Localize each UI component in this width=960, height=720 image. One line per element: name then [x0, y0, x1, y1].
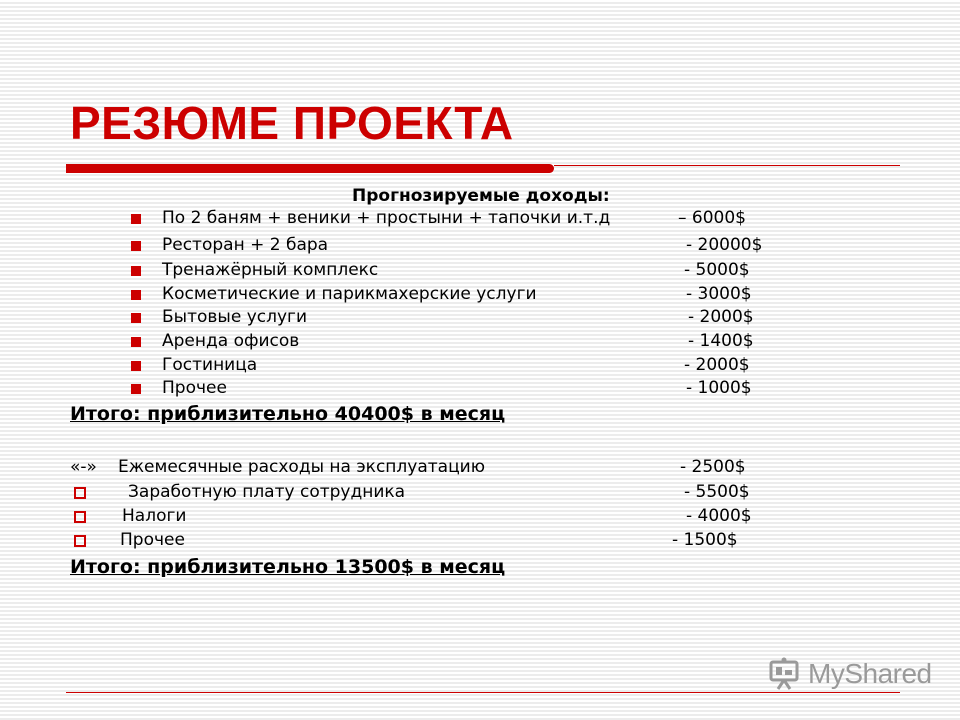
expense-marker: «-»: [70, 457, 97, 477]
expense-item-label: Налоги: [122, 506, 187, 526]
expense-item-amount: - 4000$: [686, 506, 752, 526]
presentation-board-icon: [768, 657, 802, 691]
bullet-square-icon: [131, 337, 141, 347]
income-item-label: Бытовые услуги: [162, 307, 308, 327]
income-item-amount: - 1000$: [686, 378, 752, 398]
slide-title: РЕЗЮМЕ ПРОЕКТА: [70, 97, 514, 149]
bullet-hollow-square-icon: [74, 487, 86, 499]
expense-item-amount: - 2500$: [680, 457, 746, 477]
expense-item-amount: - 1500$: [672, 530, 738, 550]
bullet-hollow-square-icon: [74, 535, 86, 547]
income-item-amount: - 20000$: [686, 235, 763, 255]
expense-item-label: Прочее: [120, 530, 185, 550]
bullet-square-icon: [131, 384, 141, 394]
income-total: Итого: приблизительно 40400$ в месяц: [70, 403, 506, 425]
bullet-square-icon: [131, 361, 141, 371]
expense-item-label: Ежемесячные расходы на эксплуатацию: [118, 457, 486, 477]
income-item-amount: - 1400$: [688, 331, 754, 351]
bullet-square-icon: [131, 313, 141, 323]
footer-divider: [66, 692, 900, 693]
income-item-amount: - 2000$: [688, 307, 754, 327]
income-item-label: Ресторан + 2 бара: [162, 235, 329, 255]
expense-total: Итого: приблизительно 13500$ в месяц: [70, 556, 506, 578]
bullet-square-icon: [131, 214, 141, 224]
income-item-label: Косметические и парикмахерские услуги: [162, 284, 537, 304]
income-item-label: Прочее: [162, 378, 227, 398]
bullet-hollow-square-icon: [74, 511, 86, 523]
income-item-amount: - 3000$: [686, 284, 752, 304]
bullet-square-icon: [131, 241, 141, 251]
expense-item-label: Заработную плату сотрудника: [128, 482, 406, 502]
title-underline-line: [554, 165, 900, 166]
bullet-square-icon: [131, 290, 141, 300]
myshared-logo: [768, 656, 932, 692]
watermark-text: MyShared: [808, 658, 932, 689]
income-item-label: Тренажёрный комплекс: [162, 260, 379, 280]
income-item-amount: - 2000$: [684, 355, 750, 375]
title-underline-bar: [66, 164, 554, 173]
expense-item-amount: - 5500$: [684, 482, 750, 502]
income-item-label: Аренда офисов: [162, 331, 300, 351]
income-item-amount: - 5000$: [684, 260, 750, 280]
income-item-amount: – 6000$: [678, 208, 746, 228]
income-heading: Прогнозируемые доходы:: [352, 186, 610, 206]
income-item-label: По 2 баням + веники + простыни + тапочки и.т.д: [162, 208, 611, 228]
income-item-label: Гостиница: [162, 355, 258, 375]
bullet-square-icon: [131, 266, 141, 276]
